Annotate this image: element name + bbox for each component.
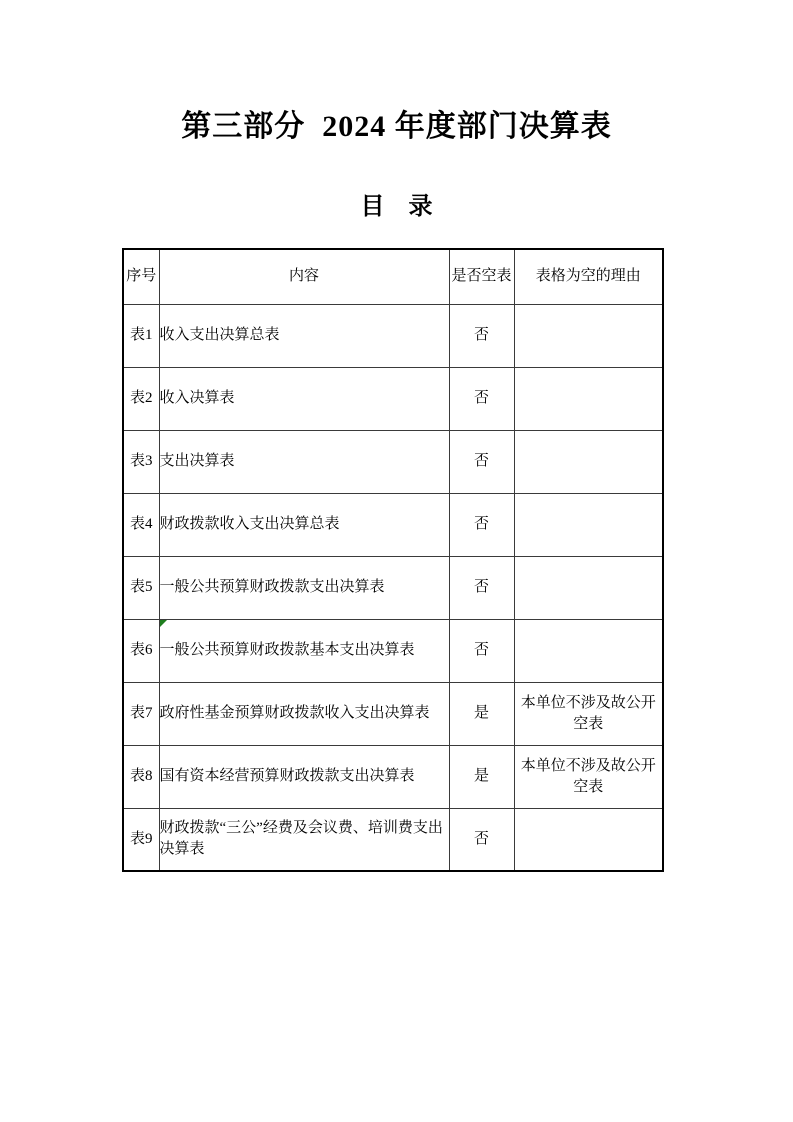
row-reason: 本单位不涉及故公开空表 [514, 682, 663, 745]
row-serial: 表3 [123, 430, 159, 493]
table-row [123, 682, 663, 745]
row-content: 一般公共预算财政拨款支出决算表 [159, 556, 449, 619]
row-content [159, 619, 449, 682]
row-reason [514, 430, 663, 493]
row-reason [514, 808, 663, 871]
header-is-empty: 是否空表 [449, 249, 514, 304]
table-row [123, 430, 663, 493]
table-row [123, 745, 663, 808]
page-title: 第三部分 2024 年度部门决算表 [181, 110, 612, 143]
row-content: 财政拨款“三公”经费及会议费、培训费支出决算表 [159, 808, 449, 871]
row-reason [514, 556, 663, 619]
cell-flag-triangle [160, 620, 167, 627]
row-serial: 表9 [123, 808, 159, 871]
row-is-empty: 否 [449, 619, 514, 682]
row-serial: 表2 [123, 367, 159, 430]
table-header-row [123, 249, 663, 304]
row-content-text: 一般公共预算财政拨款基本支出决算表 [159, 642, 415, 658]
table-row [123, 367, 663, 430]
row-serial: 表1 [123, 304, 159, 367]
row-serial: 表7 [123, 682, 159, 745]
row-content: 财政拨款收入支出决算总表 [159, 493, 449, 556]
row-serial: 表6 [123, 619, 159, 682]
row-serial: 表8 [123, 745, 159, 808]
row-is-empty: 否 [449, 304, 514, 367]
row-serial: 表5 [123, 556, 159, 619]
row-reason: 本单位不涉及故公开空表 [514, 745, 663, 808]
row-content: 国有资本经营预算财政拨款支出决算表 [159, 745, 449, 808]
row-reason [514, 304, 663, 367]
table-row [123, 556, 663, 619]
table-row [123, 808, 663, 871]
row-is-empty: 否 [449, 556, 514, 619]
row-is-empty: 否 [449, 808, 514, 871]
header-content: 内容 [159, 249, 449, 304]
row-is-empty: 否 [449, 430, 514, 493]
toc-table [122, 248, 664, 872]
row-is-empty: 是 [449, 682, 514, 745]
row-content: 支出决算表 [159, 430, 449, 493]
header-serial-number: 序号 [123, 249, 159, 304]
row-reason [514, 619, 663, 682]
table-row [123, 304, 663, 367]
toc-heading: 目 录 [360, 194, 433, 220]
header-empty-reason: 表格为空的理由 [514, 249, 663, 304]
row-serial: 表4 [123, 493, 159, 556]
row-reason [514, 493, 663, 556]
row-is-empty: 是 [449, 745, 514, 808]
table-row [123, 493, 663, 556]
table-row [123, 619, 663, 682]
row-content: 收入支出决算总表 [159, 304, 449, 367]
row-content: 政府性基金预算财政拨款收入支出决算表 [159, 682, 449, 745]
row-reason [514, 367, 663, 430]
row-is-empty: 否 [449, 493, 514, 556]
row-is-empty: 否 [449, 367, 514, 430]
row-content: 收入决算表 [159, 367, 449, 430]
